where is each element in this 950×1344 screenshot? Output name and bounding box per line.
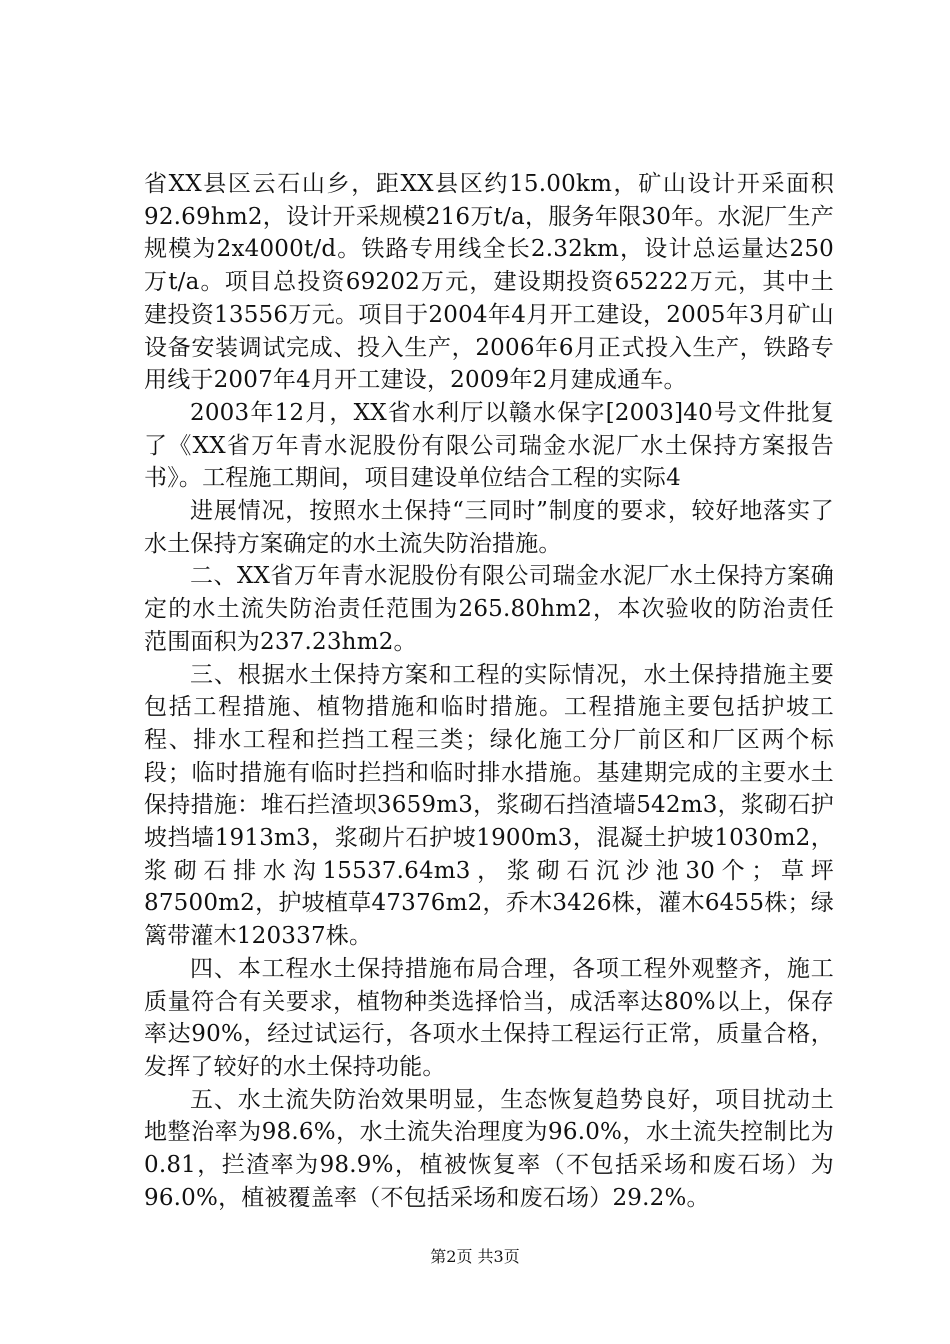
paragraph-responsibility-scope: 二、XX省万年青水泥股份有限公司瑞金水泥厂水土保持方案确定的水土流失防治责任范围为265.80hm2，本次验收的防治责任范围面积为237.23hm2。: [144, 563, 834, 655]
paragraph-quality: 四、本工程水土保持措施布局合理，各项工程外观整齐，施工质量符合有关要求，植物种类选择恰当，成活率达80%以上，保存率达90%，经过试运行，各项水土保持工程运行正常，质量合格，发挥了较好的水土保持功能。: [144, 955, 834, 1080]
page-number-label: 第2页 共3页: [430, 1247, 520, 1266]
paragraph-measures: 三、根据水土保持方案和工程的实际情况，水土保持措施主要包括工程措施、植物措施和临时措施。工程措施主要包括护坡工程、排水工程和拦挡工程三类；绿化施工分厂前区和厂区两个标段；临时措施有临时拦挡和临时排水措施。基建期完成的主要水土保持措施：堆石拦渣坝3659m3，浆砌石挡渣墙542m3，浆砌石护坡挡墙1913m3，浆砌片石护坡1900m3，混凝土护坡1030m2，浆砌石排水沟15537.64m3，浆砌石沉沙池30个；草坪87500m2，护坡植草47376m2，乔木3426株，灌木6455株；绿篱带灌木120337株。: [144, 661, 834, 950]
paragraph-approval: 2003年12月，XX省水利厅以赣水保字[2003]40号文件批复了《XX省万年青水泥股份有限公司瑞金水泥厂水土保持方案报告书》。工程施工期间，项目建设单位结合工程的实际4: [144, 399, 834, 492]
paragraph-project-overview: 省XX县区云石山乡，距XX县区约15.00km，矿山设计开采面积92.69hm2，设计开采规模216万t/a，服务年限30年。水泥厂生产规模为2x4000t/d。铁路专用线全长2.32km，设计总运量达250万t/a。项目总投资69202万元，建设期投资65222万元，其中土建投资13556万元。项目于2004年4月开工建设，2005年3月矿山设备安装调试完成、投入生产，2006年6月正式投入生产，铁路专用线于2007年4月开工建设，2009年2月建成通车。: [144, 171, 834, 394]
document-body: [144, 168, 834, 1215]
paragraph-effectiveness: 五、水土流失防治效果明显，生态恢复趋势良好，项目扰动土地整治率为98.6%，水土流失治理度为96.0%，水土流失控制比为0.81，拦渣率为98.9%，植被恢复率（不包括采场和废石场）为96.0%，植被覆盖率（不包括采场和废石场）29.2%。: [144, 1086, 834, 1211]
page-footer: [0, 1244, 950, 1267]
paragraph-implementation: 进展情况，按照水土保持“三同时”制度的要求，较好地落实了水土保持方案确定的水土流失防治措施。: [144, 498, 834, 557]
